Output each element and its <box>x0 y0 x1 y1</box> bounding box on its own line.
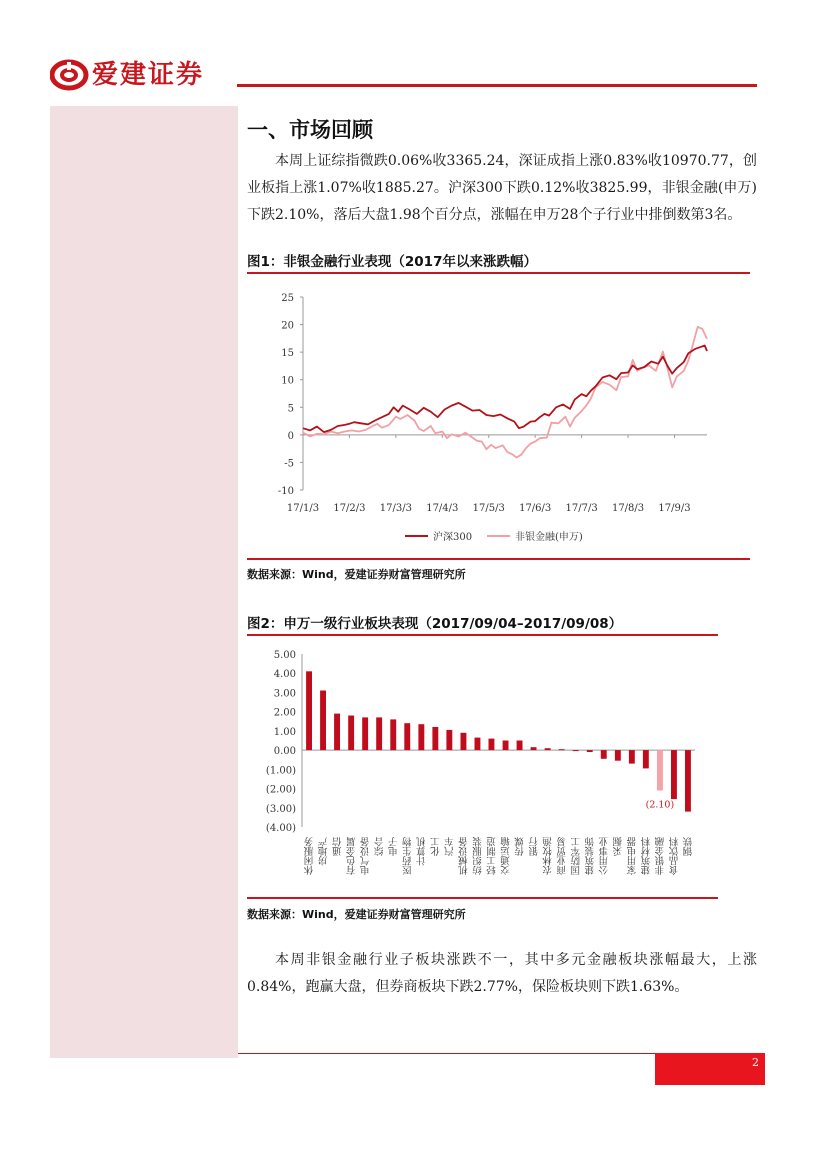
figure1-line-chart <box>247 276 750 556</box>
y-tick-label: -5 <box>284 458 294 470</box>
page-number: 2 <box>752 1056 759 1069</box>
section-title: 一、市场回顾 <box>247 118 373 142</box>
legend-label: 沪深300 <box>433 532 473 543</box>
figure2-bottom-rule <box>247 897 718 899</box>
category-label: 传媒 <box>515 837 527 856</box>
figure1-title: 图1：非银金融行业表现（2017年以来涨跌幅） <box>247 254 537 270</box>
y-tick-label: (1.00) <box>265 765 296 777</box>
figure1-source: 数据来源：Wind，爱建证券财富管理研究所 <box>247 568 466 581</box>
bar <box>475 738 481 751</box>
bar <box>503 741 509 751</box>
bar <box>320 691 326 751</box>
y-tick-label: 10 <box>281 375 294 387</box>
y-tick-label: -10 <box>277 486 294 497</box>
category-label: 国防军工 <box>571 837 583 875</box>
y-tick-label: (4.00) <box>265 823 296 834</box>
y-tick-label: 15 <box>281 348 294 360</box>
legend-label: 非银金融(申万) <box>515 532 583 543</box>
category-label: 银行 <box>529 837 541 856</box>
category-label: 计算机 <box>416 837 428 866</box>
bar <box>489 739 495 751</box>
aijian-seal-icon <box>50 58 90 92</box>
conclusion-paragraph: 本周非银金融行业子板块涨跌不一，其中多元金融板块涨幅最大，上涨0.84%，跑赢大盘，但券商板块下跌2.77%，保险板块则下跌1.63%。 <box>247 952 757 995</box>
category-label: 通信 <box>332 837 344 856</box>
bar <box>404 723 410 750</box>
category-label: 房地产 <box>318 837 330 866</box>
figure2-title: 图2：申万一级行业板块表现（2017/09/04–2017/09/08） <box>247 616 623 632</box>
bar <box>376 717 382 750</box>
y-tick-label: 5 <box>287 403 294 415</box>
category-label: 农林牧渔 <box>543 837 555 875</box>
series-line <box>303 327 707 458</box>
y-tick-label: (3.00) <box>265 803 296 815</box>
x-tick-label: 17/1/3 <box>286 503 320 514</box>
sidebar-panel <box>50 106 238 1058</box>
category-label: 家用电器 <box>627 837 639 875</box>
bar <box>348 716 354 751</box>
intro-paragraph: 本周上证综指微跌0.06%收3365.24，深证成指上涨0.83%收10970.77，创业板指上涨1.07%收1885.27。沪深300下跌0.12%收3825.99，非银金融(申万)下跌2.10%，落后大盘1.98个百分点，涨幅在申万28个子行业中排倒数第3名。 <box>247 153 757 223</box>
category-label: 交通运输 <box>501 837 513 875</box>
category-label: 钢铁 <box>683 837 695 856</box>
y-tick-label: 3.00 <box>273 688 296 700</box>
bar <box>446 730 452 750</box>
category-label: 轻工制造 <box>486 837 498 875</box>
bar <box>432 727 438 750</box>
figure2-source: 数据来源：Wind，爱建证券财富管理研究所 <box>247 908 466 921</box>
figure2-bar-chart <box>247 638 718 894</box>
y-tick-label: 20 <box>281 320 294 332</box>
series-line <box>303 346 707 433</box>
y-tick-label: (2.00) <box>265 784 296 796</box>
y-tick-label: 0 <box>287 430 294 442</box>
bar <box>545 748 551 750</box>
bar <box>629 750 635 764</box>
x-tick-label: 17/5/3 <box>472 503 505 514</box>
category-label: 化工 <box>430 837 442 856</box>
x-tick-label: 17/3/3 <box>379 503 412 514</box>
x-tick-label: 17/2/3 <box>333 503 366 514</box>
x-tick-label: 17/8/3 <box>611 503 645 514</box>
page-number-box <box>655 1053 765 1085</box>
category-label: 公用事业 <box>599 837 611 875</box>
bar <box>306 671 312 750</box>
y-tick-label: 25 <box>281 293 294 304</box>
y-tick-label: 1.00 <box>273 726 296 738</box>
y-tick-label: 5.00 <box>273 650 296 661</box>
y-tick-label: 0.00 <box>273 746 296 758</box>
y-tick-label: 4.00 <box>273 669 296 681</box>
bar <box>643 750 649 768</box>
category-label: 食品饮料 <box>669 837 681 875</box>
category-label: 电子 <box>388 837 400 856</box>
bar <box>418 724 424 750</box>
bar <box>461 733 467 750</box>
x-tick-label: 17/9/3 <box>658 503 691 514</box>
bar <box>685 750 691 812</box>
bar <box>573 750 579 751</box>
header-rule <box>237 84 757 87</box>
brand-name: 爱建证券 <box>92 60 205 90</box>
bar <box>657 750 663 790</box>
brand-logo <box>50 58 240 92</box>
figure1-top-rule <box>247 272 750 274</box>
x-tick-label: 17/4/3 <box>426 503 459 514</box>
x-tick-label: 17/6/3 <box>519 503 552 514</box>
category-label: 机械设备 <box>458 837 470 875</box>
figure1-bottom-rule <box>247 558 750 560</box>
category-label: 医药生物 <box>402 837 414 875</box>
bar <box>601 750 607 759</box>
category-label: 电气设备 <box>360 837 372 875</box>
bar <box>559 749 565 750</box>
y-tick-label: 2.00 <box>273 707 296 719</box>
bar <box>615 750 621 761</box>
bar <box>587 750 593 752</box>
category-label: 建筑材料 <box>641 837 653 875</box>
data-label: (2.10) <box>645 799 675 811</box>
bar <box>362 717 368 750</box>
x-tick-label: 17/7/3 <box>565 503 598 514</box>
bar <box>517 741 523 751</box>
category-label: 休闲服务 <box>304 837 316 875</box>
category-label: 有色金属 <box>346 837 358 875</box>
bar <box>390 719 396 750</box>
bar <box>671 750 677 799</box>
bar <box>531 747 537 750</box>
category-label: 采掘 <box>613 837 625 856</box>
category-label: 汽车 <box>444 837 456 856</box>
bar <box>334 714 340 751</box>
figure2-top-rule <box>247 634 718 636</box>
category-label: 建筑装饰 <box>585 837 597 875</box>
category-label: 综合 <box>374 837 386 856</box>
category-label: 商业贸易 <box>557 837 569 875</box>
category-label: 纺织服装 <box>472 837 484 875</box>
category-label: 非银金融 <box>655 837 667 875</box>
